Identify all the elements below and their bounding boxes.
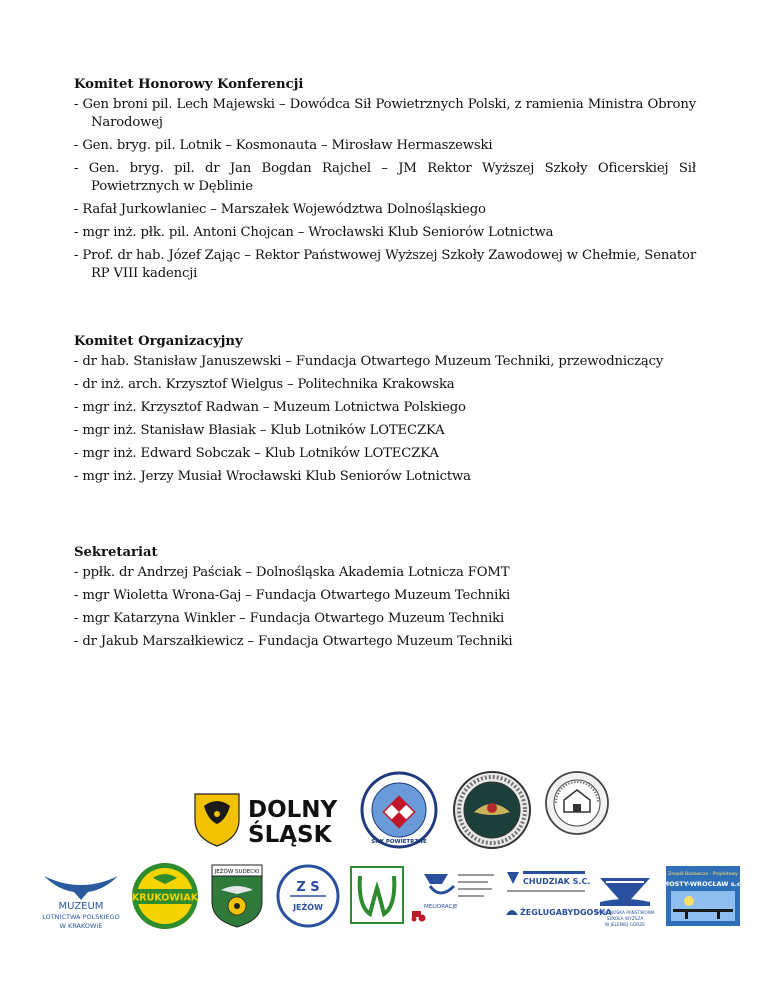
- melioracje-text: MELIORACJE: [424, 904, 458, 910]
- secretariat-member: - mgr Katarzyna Winkler – Fundacja Otwartego Muzeum Techniki: [74, 611, 505, 626]
- muzeum-line1: MUZEUM: [58, 901, 104, 912]
- honorary-member: - Rafał Jurkowlaniec – Marszałek Województwa Dolnośląskiego: [74, 202, 486, 217]
- secretariat-heading: Sekretariat: [74, 545, 158, 560]
- secretariat-member: - ppłk. dr Andrzej Paściak – Dolnośląska Akademia Lotnicza FOMT: [74, 565, 510, 580]
- green-ww-logo: [350, 866, 404, 924]
- sily-powietrzne-logo: [360, 771, 438, 849]
- organizing-committee-heading: Komitet Organizacyjny: [74, 334, 243, 349]
- zs-top-text: Z S: [296, 880, 320, 895]
- muzeum-line2: LOTNICTWA POLSKIEGO: [42, 913, 120, 921]
- secretariat-member: - dr Jakub Marszałkiewicz – Fundacja Otwartego Muzeum Techniki: [74, 634, 513, 649]
- honorary-member: - Gen. bryg. pil. Lotnik – Kosmonauta – Mirosław Hermaszewski: [74, 138, 493, 153]
- honorary-member: - mgr inż. płk. pil. Antoni Chojcan – Wrocławski Klub Seniorów Lotnictwa: [74, 225, 554, 240]
- honorary-member: - Gen. bryg. pil. dr Jan Bogdan Rajchel – JM Rektor Wyższej Szkoły Oficerskiej Sił Powietrznych w Dęblinie: [74, 161, 696, 194]
- muzeum-line3: W KRAKOWIE: [59, 922, 103, 930]
- organizing-member: - mgr inż. Edward Sobczak – Klub Lotników LOTECZKA: [74, 446, 439, 461]
- chudziak-text: CHUDZIAK S.C.: [523, 877, 591, 886]
- honorary-member: - Prof. dr hab. Józef Zając – Rektor Państwowej Wyższej Szkoły Zawodowej w Chełmie, Senator RP VIII kadencji: [74, 248, 696, 281]
- secretariat-section: [74, 542, 696, 656]
- organizing-committee-section: [74, 331, 696, 491]
- krukowiak-text: KRUKOWIAK: [131, 892, 199, 904]
- academy-seal-logo: [452, 770, 532, 850]
- organizing-member: - dr hab. Stanisław Januszewski – Fundacja Otwartego Muzeum Techniki, przewodniczący: [74, 354, 664, 369]
- secretariat-member: - mgr Wioletta Wrona-Gaj – Fundacja Otwartego Muzeum Techniki: [74, 588, 511, 603]
- honorary-committee-section: [74, 74, 696, 288]
- red-tractor-icon: [410, 908, 426, 922]
- dolny-slask-line1: DOLNY: [248, 797, 338, 823]
- mosty-wroclaw-logo: [662, 865, 744, 927]
- organizing-member: - mgr inż. Krzysztof Radwan – Muzeum Lotnictwa Polskiego: [74, 400, 466, 415]
- honorary-committee-heading: Komitet Honorowy Konferencji: [74, 77, 304, 92]
- karkonoska-line2: SZKOŁA WYŻSZA: [606, 917, 644, 922]
- dolny-slask-line2: ŚLĄSK: [248, 822, 332, 848]
- karkonoska-logo: [596, 872, 654, 930]
- chudziak-logo: [505, 868, 589, 898]
- honorary-member: - Gen broni pil. Lech Majewski – Dowódca Sił Powietrznych Polski, z ramienia Ministra Obrony Narodowej: [74, 97, 696, 130]
- mosty-line1: Zespół Badawczo - Projektowy: [668, 872, 738, 877]
- karkonoska-line3: W JELENIEJ GÓRZE: [605, 923, 645, 928]
- sily-powietrzne-ring-text: SIŁY POWIETRZNE: [371, 839, 427, 845]
- university-seal-logo: [544, 770, 610, 836]
- organizing-member: - dr inż. arch. Krzysztof Wielgus – Politechnika Krakowska: [74, 377, 455, 392]
- zegluga-bydgoska-logo: [505, 903, 612, 919]
- zegluga-text: ŻEGLUGABYDGOSKA: [520, 908, 612, 917]
- organizing-member: - mgr inż. Jerzy Musiał Wrocławski Klub Seniorów Lotnictwa: [74, 469, 471, 484]
- zs-jezow-logo: [276, 864, 340, 928]
- jezow-text: JEŻÓW SUDECKI: [214, 869, 260, 875]
- jezow-sudecki-logo: [211, 864, 263, 928]
- muzeum-lotnictwa-logo: [34, 866, 128, 932]
- organizing-member: - mgr inż. Stanisław Błasiak – Klub Lotników LOTECZKA: [74, 423, 445, 438]
- melioracje-logo: [420, 868, 498, 916]
- zs-bottom-text: JEŻÓW: [293, 903, 323, 912]
- dolny-slask-logo: [192, 790, 347, 848]
- mosty-line2: MOSTY-WROCŁAW s.c.: [662, 880, 744, 888]
- krukowiak-logo: [131, 862, 199, 930]
- karkonoska-line1: KARKONOSKA PAŃSTWOWA: [595, 911, 655, 916]
